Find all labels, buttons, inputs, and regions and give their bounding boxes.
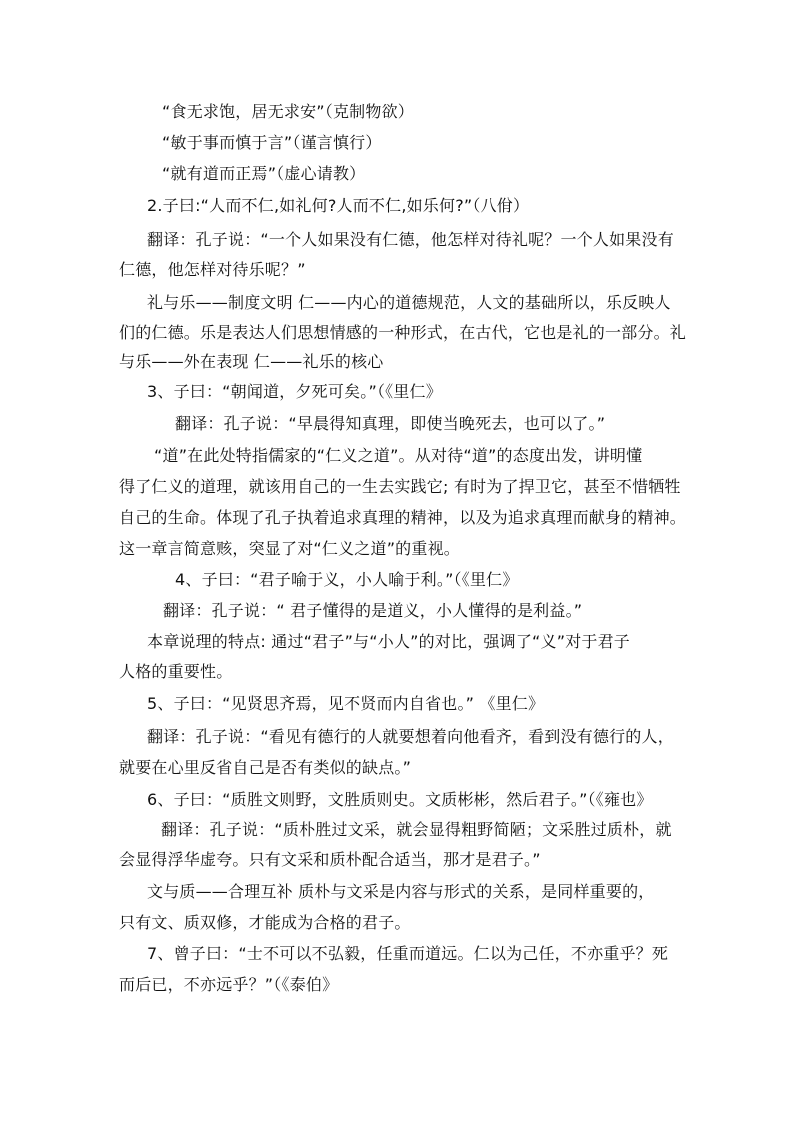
text-line: 本章说理的特点: 通过“君子”与“小人”的对比，强调了“义”对于君子 bbox=[147, 632, 631, 651]
section-heading: 3、子曰：“朝闻道，夕死可矣。”（《里仁》 bbox=[147, 382, 442, 401]
section-heading: 5、子曰：“见贤思齐焉，见不贤而内自省也。” 《里仁》 bbox=[147, 694, 545, 713]
text-line: 翻译：孔子说：“早晨得知真理，即使当晚死去，也可以了。” bbox=[175, 414, 606, 433]
text-line: 与乐——外在表现 仁——礼乐的核心 bbox=[119, 352, 384, 371]
section-heading: 6、子曰：“质胜文则野，文胜质则史。文质彬彬，然后君子。”（《雍也》 bbox=[147, 790, 653, 809]
text-line: “道”在此处特指儒家的“仁义之道”。从对待“道”的态度出发，讲明懂 bbox=[154, 446, 643, 465]
text-line: 自己的生命。体现了孔子执着追求真理的精神，以及为追求真理而献身的精神。 bbox=[119, 508, 687, 527]
text-line: 文与质——合理互补 质朴与文采是内容与形式的关系，是同样重要的， bbox=[147, 882, 655, 901]
text-line: 就要在心里反省自己是否有类似的缺点。” bbox=[119, 758, 412, 777]
section-heading: 7、曾子曰：“士不可以不弘毅，任重而道远。仁以为己任，不亦重乎？死 bbox=[147, 944, 669, 963]
text-line: 们的仁德。乐是表达人们思想情感的一种形式，在古代，它也是礼的一部分。礼 bbox=[119, 323, 687, 342]
text-line: “就有道而正焉”（虚心请教） bbox=[162, 164, 366, 183]
text-line: 而后已，不亦远乎？”（《泰伯》 bbox=[119, 975, 339, 994]
text-line: 翻译：孔子说：“质朴胜过文采，就会显得粗野简陋；文采胜过质朴，就 bbox=[161, 820, 672, 839]
text-line: 人格的重要性。 bbox=[119, 662, 233, 681]
text-line: 会显得浮华虚夸。只有文采和质朴配合适当，那才是君子。” bbox=[119, 850, 541, 869]
text-line: 礼与乐——制度文明 仁——内心的道德规范，人文的基础所以，乐反映人 bbox=[147, 293, 671, 312]
text-line: 翻译：孔子说：“ 君子懂得的是道义，小人懂得的是利益。” bbox=[163, 601, 583, 620]
text-line: 翻译：孔子说：“看见有德行的人就要想着向他看齐，看到没有德行的人， bbox=[147, 727, 674, 746]
section-heading: 2.子曰:“人而不仁,如礼何?人而不仁,如乐何?”（八佾） bbox=[147, 196, 530, 215]
text-line: 翻译：孔子说：“一个人如果没有仁德，他怎样对待礼呢？一个人如果没有 bbox=[147, 230, 674, 249]
text-line: 只有文、质双修，才能成为合格的君子。 bbox=[119, 913, 411, 932]
text-line: “敏于事而慎于言”（谨言慎行） bbox=[162, 133, 382, 152]
section-heading: 4、子曰：“君子喻于义，小人喻于利。”（《里仁》 bbox=[175, 570, 519, 589]
text-line: 这一章言简意赅，突显了对“仁义之道”的重视。 bbox=[119, 539, 460, 558]
text-line: “食无求饱，居无求安”（克制物欲） bbox=[162, 102, 414, 121]
text-line: 仁德，他怎样对待乐呢？” bbox=[119, 260, 306, 279]
text-line: 得了仁义的道理，就该用自己的一生去实践它; 有时为了捍卫它，甚至不惜牺牲 bbox=[119, 477, 681, 496]
